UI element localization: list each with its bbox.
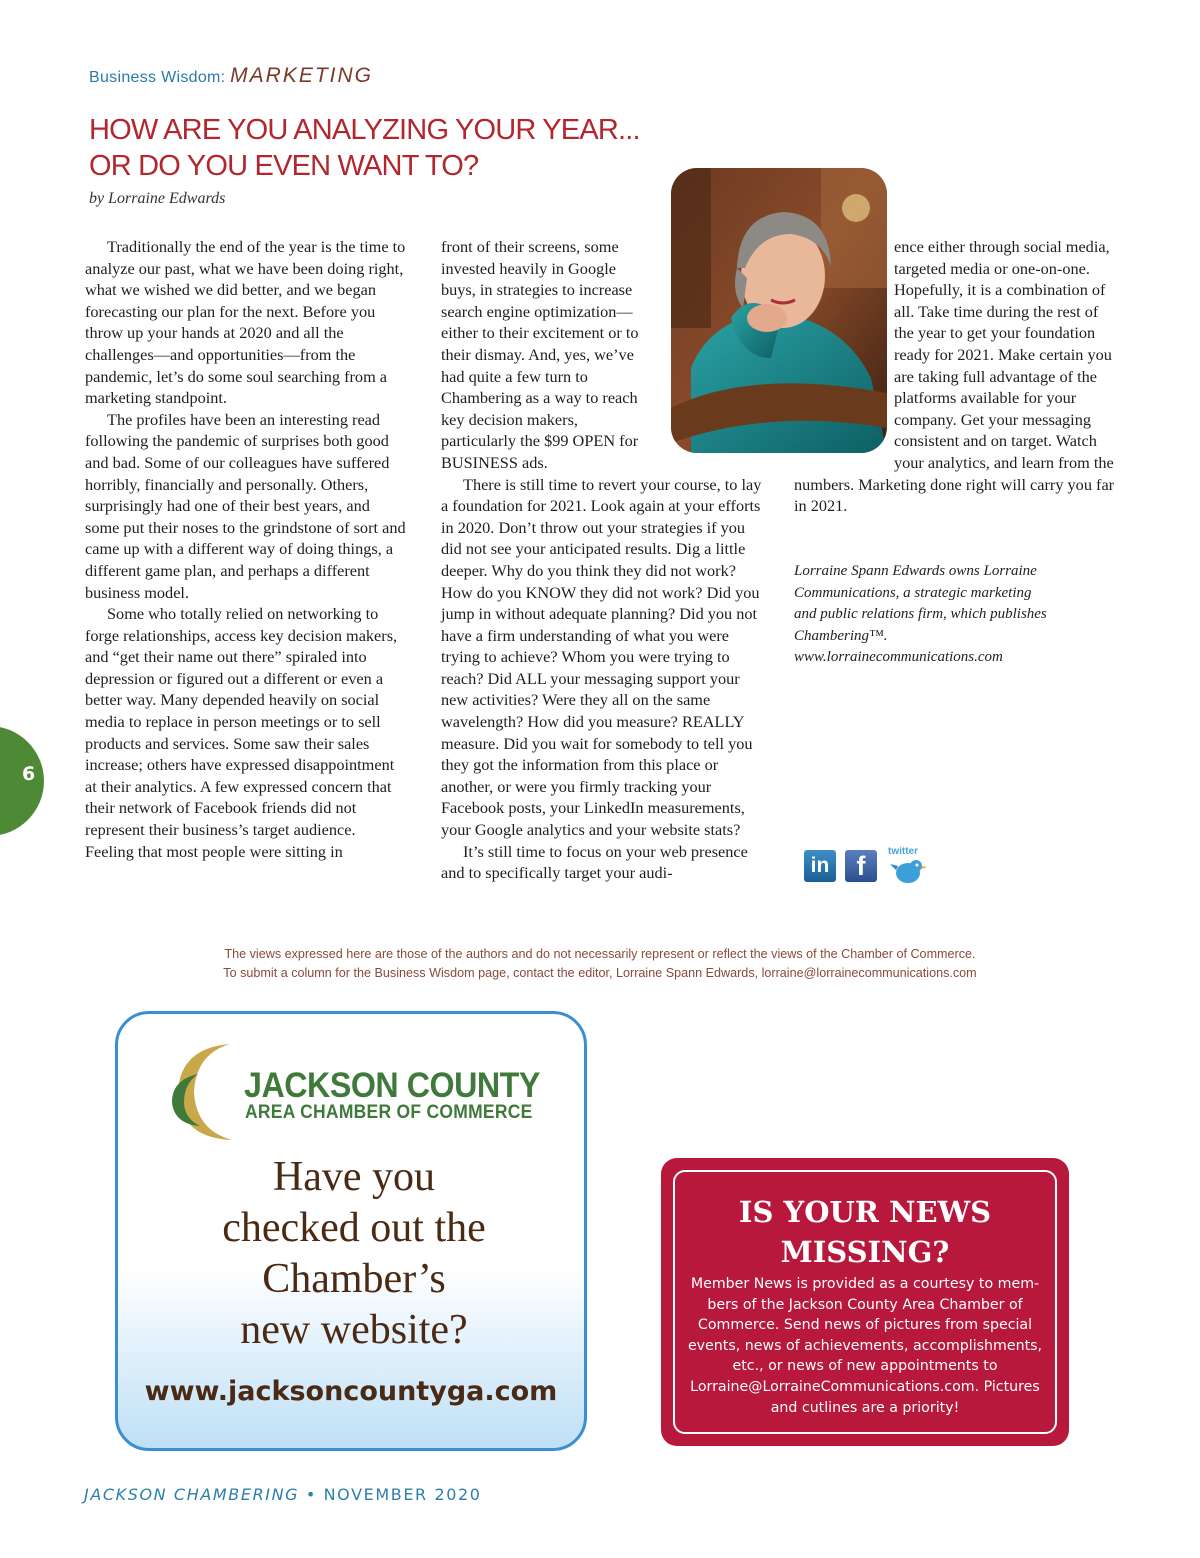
ad-question <box>138 1152 570 1356</box>
paragraph: It’s still time to focus on your web presence and to specifically target your audi- <box>441 841 748 883</box>
news-body-line: bers of the Jackson County Area Chamber of <box>707 1296 1023 1313</box>
member-news-title <box>675 1192 1055 1272</box>
article-headline <box>89 112 729 184</box>
footer-issue: NOVEMBER 2020 <box>323 1485 482 1504</box>
paragraph: front of their screens, some invested heavily in Google buys, in strategies to increase search engine optimization—either to their excitement or to their dismay. And, yes, we’ve had quite a few turn to Chambering as a way to reach key decision makers, particularly the $99 OPEN for BUSINESS ads. <box>441 237 639 472</box>
chamber-website-link[interactable]: www.jacksoncountyga.com <box>144 1376 558 1407</box>
linkedin-icon[interactable]: in <box>804 850 836 882</box>
photo-wrap-spacer <box>794 236 894 462</box>
chamber-logo <box>160 1040 540 1145</box>
article-column-2 <box>441 236 763 884</box>
twitter-icon[interactable] <box>886 846 930 886</box>
chamber-website-ad[interactable] <box>115 1011 587 1451</box>
news-body-line: etc., or news of new appointments to <box>732 1358 998 1375</box>
ad-question-line: Have you <box>272 1154 436 1200</box>
paragraph: There is still time to revert your course, to lay a foundation for 2021. Look again at your efforts in 2020. Don’t throw out your strategies if you did not see your anticipated results. Dig a little deeper. Why do you think they did not work? How do you KNOW they did not work? Did you jump in without adequate planning? Did you not have a firm understanding of what you were trying to achieve? Whom you were trying to reach? Did ALL your messaging support your new activities? Were they all on the same wavelength? How did you measure? REALLY measure. Did you wait for somebody to tell you they got the information from this place or another, or were you firmly tracking your Facebook posts, your LinkedIn measurements, your Google analytics and your website stats? <box>441 474 762 840</box>
footer-magazine: JACKSON CHAMBERING <box>84 1485 300 1504</box>
news-title-line-1: IS YOUR NEWS <box>738 1195 992 1229</box>
member-news-ad <box>661 1158 1069 1446</box>
ad-question-line: checked out the <box>222 1205 486 1251</box>
social-icons <box>804 846 930 886</box>
bio-line: Lorraine Spann Edwards owns Lorraine <box>794 563 1037 579</box>
article-column-1 <box>85 236 407 862</box>
headline-line-1: HOW ARE YOU ANALYZING YOUR YEAR... <box>89 114 640 146</box>
disclaimer-line-1: The views expressed here are those of the authors and do not necessarily represent or reflect the views of the Chamber of Commerce. <box>224 947 976 961</box>
news-body-email[interactable]: Lorraine@LorraineCommunications.com. Pictures <box>690 1378 1040 1395</box>
author-bio <box>794 561 1114 669</box>
section-topic: MARKETING <box>230 64 373 87</box>
facebook-icon[interactable]: f <box>845 850 877 882</box>
news-body-line: Member News is provided as a courtesy to mem- <box>690 1276 1040 1292</box>
news-body-line: and cutlines are a priority! <box>770 1399 960 1416</box>
page-number: 6 <box>22 763 36 785</box>
bio-line: Chambering™. <box>794 627 888 644</box>
ad-question-line: Chamber’s <box>262 1256 446 1302</box>
disclaimer-line-2: To submit a column for the Business Wisdom page, contact the editor, Lorraine Spann Edwards, lorraine@lorrainecommunications.com <box>223 966 977 980</box>
chamber-logo-subtitle: AREA CHAMBER OF COMMERCE <box>245 1102 533 1123</box>
news-title-line-2: MISSING? <box>780 1235 950 1269</box>
paragraph: Traditionally the end of the year is the time to analyze our past, what we have been doing right, what we wished we did better, and we began forecasting our plan for the next. Before you throw up your hands at 2020 and all the challenges—and opportunities—from the pandemic, let’s do some soul searching from a marketing standpoint. <box>85 237 406 408</box>
chamber-logo-name: JACKSON COUNTY <box>244 1066 540 1105</box>
ad-question-line: new website? <box>240 1307 468 1353</box>
section-label: Business Wisdom: <box>89 69 226 86</box>
twitter-wordmark: twitter <box>888 846 918 857</box>
member-news-body <box>675 1274 1055 1418</box>
bio-website[interactable]: www.lorrainecommunications.com <box>794 649 1003 666</box>
member-news-frame <box>673 1170 1057 1434</box>
headline-line-2: OR DO YOU EVEN WANT TO? <box>89 150 479 182</box>
article-column-3 <box>794 236 1116 517</box>
paragraph: Some who totally relied on networking to forge relationships, access key decision makers, and “get their name out there” spiraled into depression or figured out a different or even a better way. Many depended heavily on social media to replace in person meetings or to sell products and services. Some saw their sales increase; others have expressed disappointment at their analytics. A few expressed concern that their network of Facebook friends did not represent their business’s target audience. Feeling that most people were sitting in <box>85 604 398 861</box>
paragraph: ence either through social media, targeted media or one-on-one. Hopefully, it is a combination of all. Take time during the rest of the year to get your foundation ready for 2021. Make certain you are taking full advantage of the platforms available for your company. Get your messaging consistent and on target. Watch your analytics, and learn from the numbers. Marketing done right will carry you far in 2021. <box>794 237 1115 516</box>
byline: by Lorraine Edwards <box>89 190 226 207</box>
bio-line: and public relations firm, which publishes <box>794 606 1047 623</box>
news-body-line: Commerce. Send news of pictures from special <box>697 1317 1033 1334</box>
footer-separator: • <box>305 1485 317 1504</box>
news-body-line: events, news of achievements, accomplishments, <box>687 1337 1043 1354</box>
footer <box>84 1485 482 1504</box>
bio-line: Communications, a strategic marketing <box>794 584 1032 601</box>
section-tag <box>89 64 373 88</box>
paragraph: The profiles have been an interesting read following the pandemic of surprises both good and bad. Some of our colleagues have suffered horribly, financially and personally. Others, surprisingly had one of their best years, and some put their noses to the grindstone of sort and came up with a different way of doing things, a different game plan, and perhaps a different business model. <box>85 409 406 602</box>
column-2-top <box>441 236 641 474</box>
disclaimer <box>150 945 1050 983</box>
chamber-crescent-icon <box>160 1040 250 1145</box>
